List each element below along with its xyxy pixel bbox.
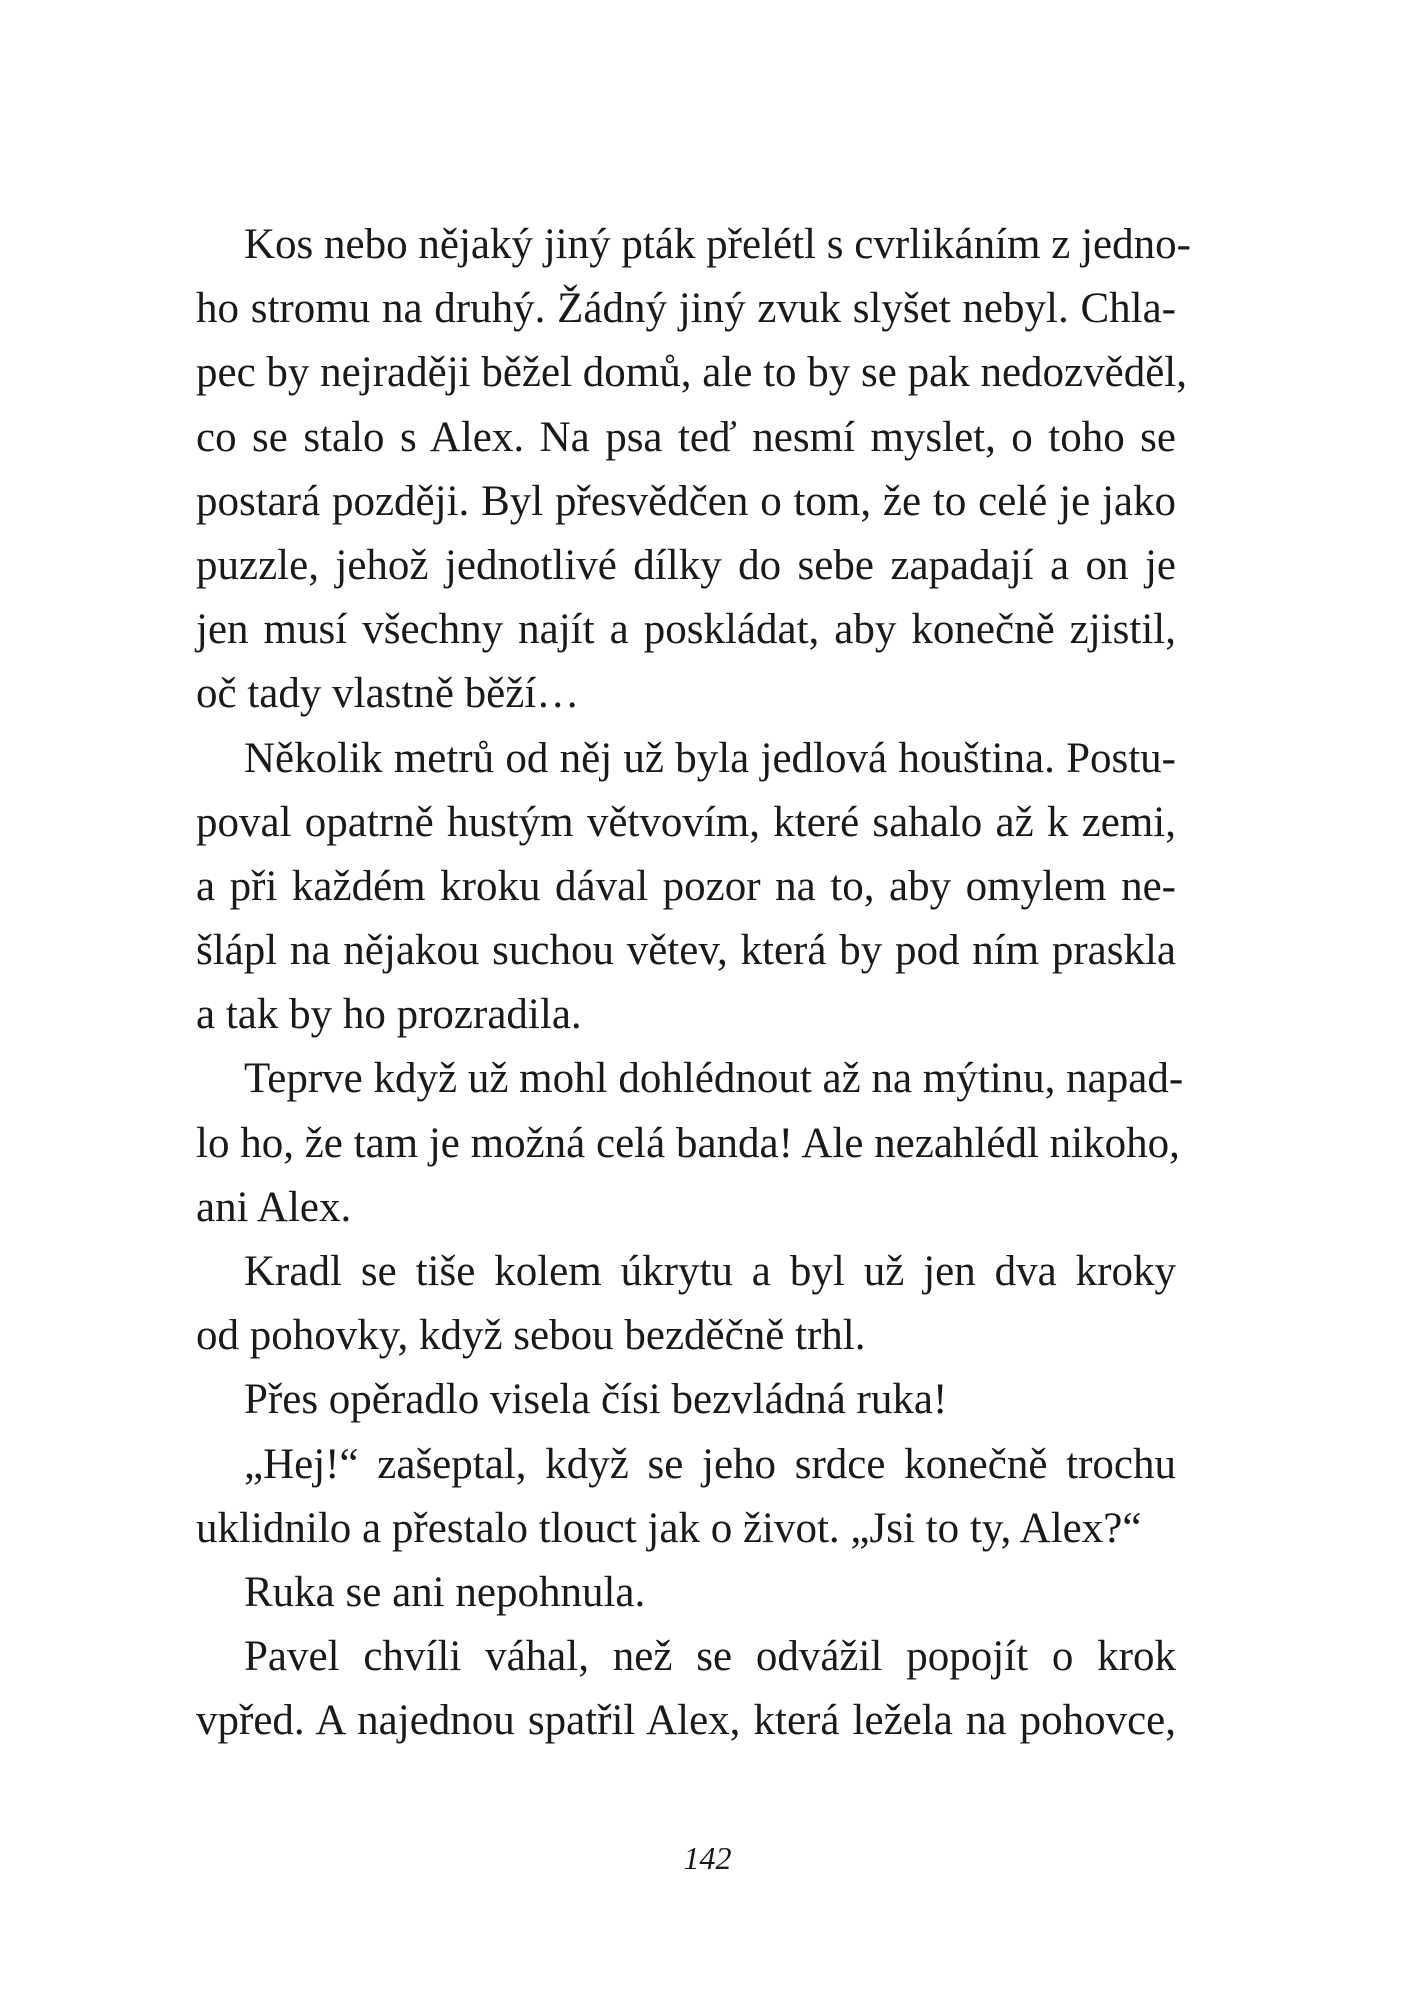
text-line: jen musí všechny najít a poskládat, aby konečně zjistil, bbox=[196, 606, 1176, 654]
text-line: Teprve když už mohl dohlédnout až na mýtinu, napad- bbox=[244, 1055, 1184, 1103]
text-line: puzzle, jehož jednotlivé dílky do sebe zapadají a on je bbox=[196, 541, 1176, 589]
text-line: a při každém kroku dával pozor na to, aby omylem ne- bbox=[196, 862, 1176, 910]
text-line: Kos nebo nějaký jiný pták přelétl s cvrlikáním z jedno- bbox=[244, 221, 1191, 268]
text-line: „Hej!“ zašeptal, když se jeho srdce konečně trochu bbox=[244, 1440, 1176, 1488]
text-line: Kradl se tiše kolem úkrytu a byl už jen dva kroky bbox=[244, 1248, 1176, 1295]
text-line: postará později. Byl přesvědčen o tom, že to celé je jako bbox=[196, 477, 1176, 525]
text-line: poval opatrně hustým větvovím, které sahalo až k zemi, bbox=[196, 798, 1176, 846]
body-text bbox=[196, 213, 1191, 1754]
text-line: Ruka se ani nepohnula. bbox=[244, 1568, 646, 1616]
text-line: uklidnilo a přestalo tlouct jak o život. „Jsi to ty, Alex?“ bbox=[196, 1504, 1142, 1552]
page-number: 142 bbox=[683, 1840, 732, 1876]
text-line: vpřed. A najednou spatřil Alex, která ležela na pohovce, bbox=[196, 1697, 1176, 1745]
text-line: Několik metrů od něj už byla jedlová houština. Postu- bbox=[244, 734, 1176, 782]
text-line: ani Alex. bbox=[196, 1183, 352, 1231]
text-line: a tak by ho prozradila. bbox=[196, 991, 582, 1039]
text-line: co se stalo s Alex. Na psa teď nesmí myslet, o toho se bbox=[196, 413, 1176, 461]
text-line: Pavel chvíli váhal, než se odvážil popojít o krok bbox=[244, 1633, 1176, 1681]
text-line: Přes opěradlo visela čísi bezvládná ruka! bbox=[244, 1376, 948, 1424]
text-line: od pohovky, když sebou bezděčně trhl. bbox=[196, 1312, 866, 1360]
text-line: oč tady vlastně běží… bbox=[196, 670, 580, 718]
text-line: ho stromu na druhý. Žádný jiný zvuk slyšet nebyl. Chla- bbox=[196, 285, 1176, 333]
text-line: lo ho, že tam je možná celá banda! Ale nezahlédl nikoho, bbox=[196, 1119, 1180, 1167]
text-line: pec by nejraději běžel domů, ale to by se pak nedozvěděl, bbox=[196, 349, 1187, 397]
text-line: šlápl na nějakou suchou větev, která by pod ním praskla bbox=[196, 927, 1176, 975]
